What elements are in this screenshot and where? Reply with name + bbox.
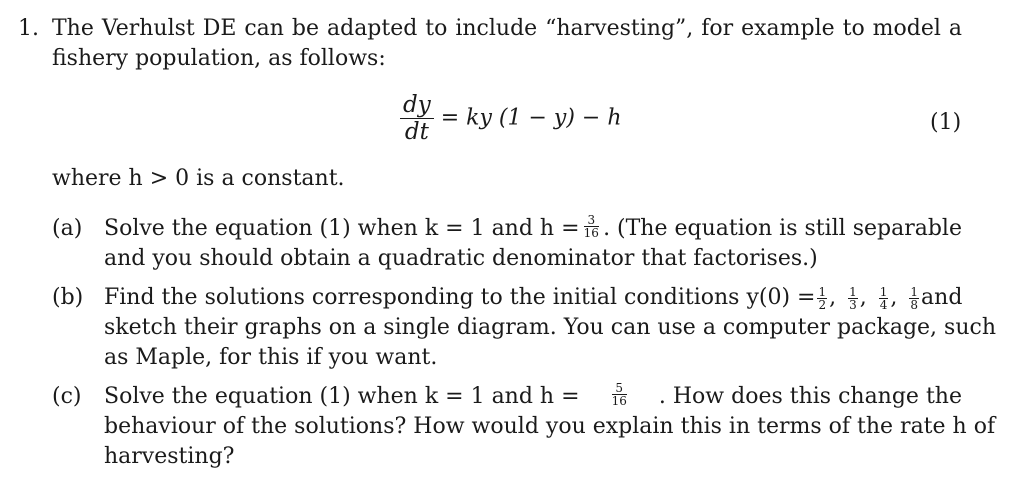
- part-a-line-1: [104, 214, 962, 244]
- equation: [400, 92, 622, 152]
- part-c-fraction: [612, 382, 627, 412]
- equation-number: (1): [930, 110, 962, 135]
- part-a-line-2: and you should obtain a quadratic denominator that factorises.): [104, 246, 818, 271]
- part-b-label: (b): [52, 285, 84, 310]
- part-b-line-1-pre: Find the solutions corresponding to the initial conditions y(0) =: [104, 285, 816, 310]
- part-a-line-1-pre: Solve the equation (1) when k = 1 and h =: [104, 216, 580, 241]
- part-a-fraction: [584, 214, 599, 244]
- part-c-label: (c): [52, 384, 82, 409]
- derivative-numerator: dy: [400, 92, 434, 119]
- problem-number: 1.: [18, 16, 39, 41]
- part-b-fraction-4: $\frac{1}{8}$: [910, 284, 919, 312]
- intro-line-2: fishery population, as follows:: [52, 46, 386, 71]
- part-a-label: (a): [52, 216, 83, 241]
- intro-line-1: The Verhulst DE can be adapted to include “harvesting”, for example to model a: [52, 16, 962, 41]
- part-b-line-1: [104, 283, 962, 313]
- part-b-fraction-3: $\frac{1}{4}$: [879, 284, 888, 312]
- part-a-line-1-post: . (The equation is still separable: [603, 216, 962, 241]
- part-c-line-2: behaviour of the solutions? How would you explain this in terms of the rate h of: [104, 414, 996, 439]
- part-c-frac-num: 5: [612, 382, 627, 395]
- part-b-line-3: as Maple, for this if you want.: [104, 345, 438, 370]
- part-c-frac-den: 16: [611, 394, 627, 408]
- equation-rhs: = ky (1 − y) − h: [440, 105, 622, 131]
- part-a-frac-num: 3: [584, 214, 599, 227]
- part-c-line-1-pre: Solve the equation (1) when k = 1 and h =: [104, 384, 580, 409]
- part-b-fraction-2: $\frac{1}{3}$: [849, 284, 857, 312]
- part-b-fraction-1: $\frac{1}{2}$: [818, 284, 827, 312]
- part-c-line-1-post: . How does this change the: [658, 384, 962, 409]
- part-b-line-1-post: and: [921, 285, 963, 310]
- part-c-line-3: harvesting?: [104, 444, 235, 469]
- part-a-frac-den: 16: [583, 226, 599, 240]
- part-c-line-1: [104, 382, 962, 412]
- derivative-denominator: dt: [404, 119, 429, 145]
- part-b-line-2: sketch their graphs on a single diagram. You can use a computer package, such: [104, 315, 996, 340]
- part-b-fractions: $\frac{1}{2}$ , $\frac{1}{3}$ , $\frac{1}{4}$ , $\frac{1}{8}$: [818, 284, 919, 312]
- where-line: where h > 0 is a constant.: [52, 166, 345, 191]
- derivative-fraction: [400, 92, 434, 145]
